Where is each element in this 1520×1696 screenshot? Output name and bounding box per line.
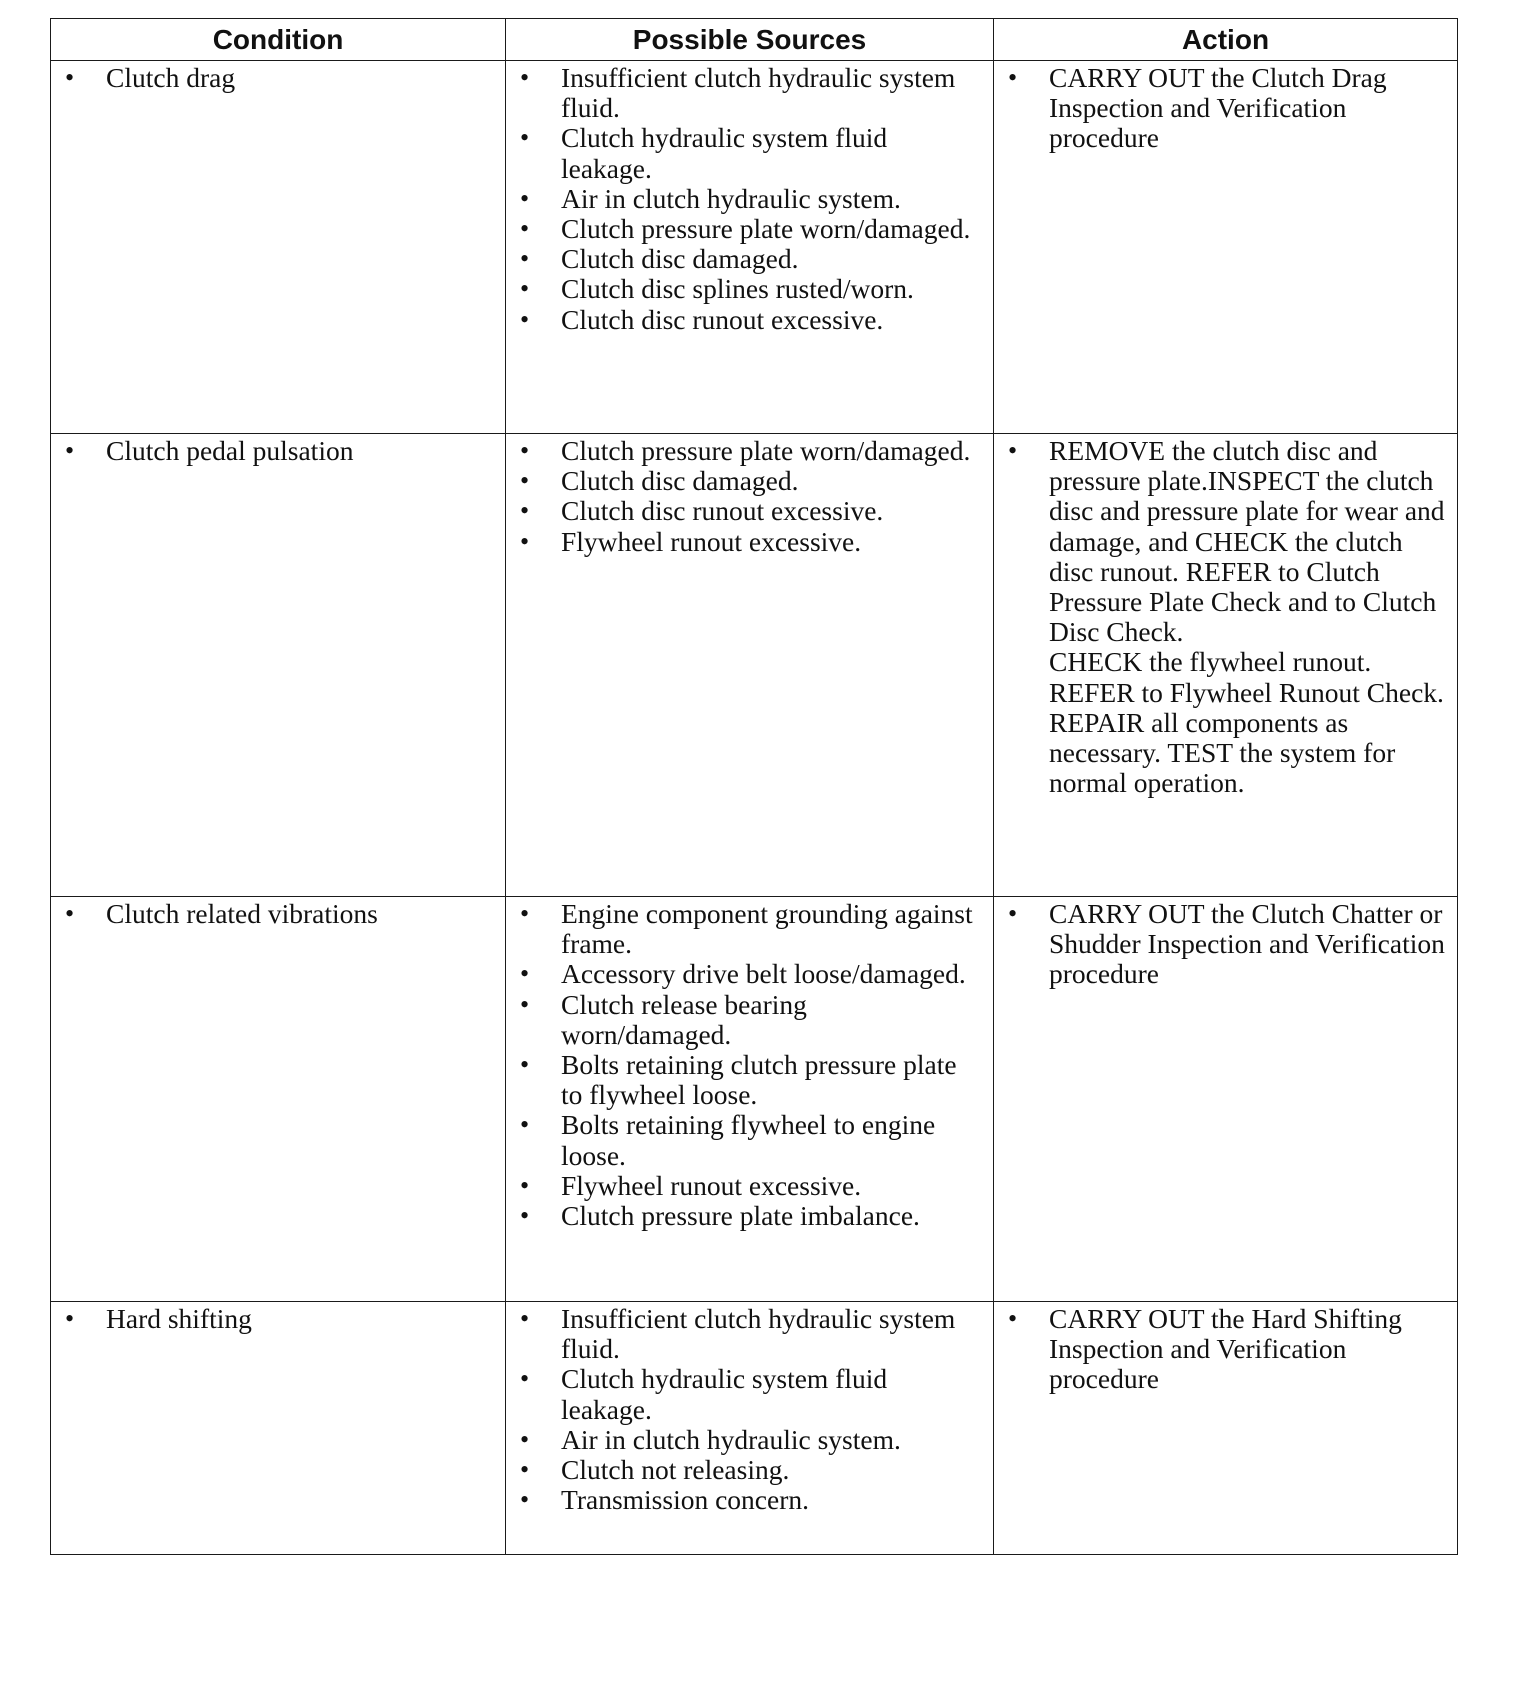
source-item: • Transmission concern.	[516, 1485, 983, 1515]
source-item: • Clutch disc runout excessive.	[516, 496, 983, 526]
source-item: • Bolts retaining flywheel to engine loose.	[516, 1110, 983, 1170]
header-condition: Condition	[51, 19, 506, 61]
source-item: • Flywheel runout excessive.	[516, 1171, 983, 1201]
source-item: • Insufficient clutch hydraulic system fluid.	[516, 63, 983, 123]
action-cell	[994, 897, 1458, 1302]
header-action: Action	[994, 19, 1458, 61]
action-cell	[994, 61, 1458, 434]
source-item: • Clutch pressure plate worn/damaged.	[516, 436, 983, 466]
source-item: • Clutch disc runout excessive.	[516, 305, 983, 335]
table-row	[51, 434, 1458, 897]
diagnosis-table	[50, 18, 1458, 1555]
condition-cell	[51, 1302, 506, 1555]
header-possible-sources: Possible Sources	[506, 19, 994, 61]
action-cell	[994, 434, 1458, 897]
source-item: • Air in clutch hydraulic system.	[516, 1425, 983, 1455]
condition-text: • Clutch pedal pulsation	[61, 436, 495, 466]
source-item: • Flywheel runout excessive.	[516, 527, 983, 557]
condition-text: • Clutch related vibrations	[61, 899, 495, 929]
condition-text: • Hard shifting	[61, 1304, 495, 1334]
source-item: • Clutch disc damaged.	[516, 466, 983, 496]
table-row	[51, 897, 1458, 1302]
source-item: • Air in clutch hydraulic system.	[516, 184, 983, 214]
condition-cell	[51, 61, 506, 434]
action-text: • CARRY OUT the Hard Shifting Inspection and Verification procedure	[1004, 1304, 1447, 1395]
source-item: • Clutch pressure plate worn/damaged.	[516, 214, 983, 244]
sources-cell	[506, 1302, 994, 1555]
table-row	[51, 1302, 1458, 1555]
source-item: • Clutch hydraulic system fluid leakage.	[516, 1364, 983, 1424]
source-item: • Clutch disc damaged.	[516, 244, 983, 274]
condition-text: • Clutch drag	[61, 63, 495, 93]
source-item: • Clutch disc splines rusted/worn.	[516, 274, 983, 304]
condition-cell	[51, 897, 506, 1302]
action-text: • REMOVE the clutch disc and pressure plate.INSPECT the clutch disc and pressure plate for wear and damage, and CHECK the clutch disc runout. REFER to Clutch Pressure Plate Check and to Clutch Disc Check. CHECK the flywheel runout. REFER to Flywheel Runout Check. REPAIR all components as necessary. TEST the system for normal operation.	[1004, 436, 1447, 798]
source-item: • Clutch pressure plate imbalance.	[516, 1201, 983, 1231]
action-cell	[994, 1302, 1458, 1555]
sources-cell	[506, 434, 994, 897]
sources-cell	[506, 897, 994, 1302]
source-item: • Insufficient clutch hydraulic system fluid.	[516, 1304, 983, 1364]
action-text: • CARRY OUT the Clutch Chatter or Shudder Inspection and Verification procedure	[1004, 899, 1447, 990]
source-item: • Bolts retaining clutch pressure plate to flywheel loose.	[516, 1050, 983, 1110]
source-item: • Engine component grounding against frame.	[516, 899, 983, 959]
source-item: • Accessory drive belt loose/damaged.	[516, 959, 983, 989]
source-item: • Clutch hydraulic system fluid leakage.	[516, 123, 983, 183]
source-item: • Clutch not releasing.	[516, 1455, 983, 1485]
table-row	[51, 61, 1458, 434]
header-row	[51, 19, 1458, 61]
action-text: • CARRY OUT the Clutch Drag Inspection and Verification procedure	[1004, 63, 1447, 154]
sources-cell	[506, 61, 994, 434]
condition-cell	[51, 434, 506, 897]
source-item: • Clutch release bearing worn/damaged.	[516, 990, 983, 1050]
